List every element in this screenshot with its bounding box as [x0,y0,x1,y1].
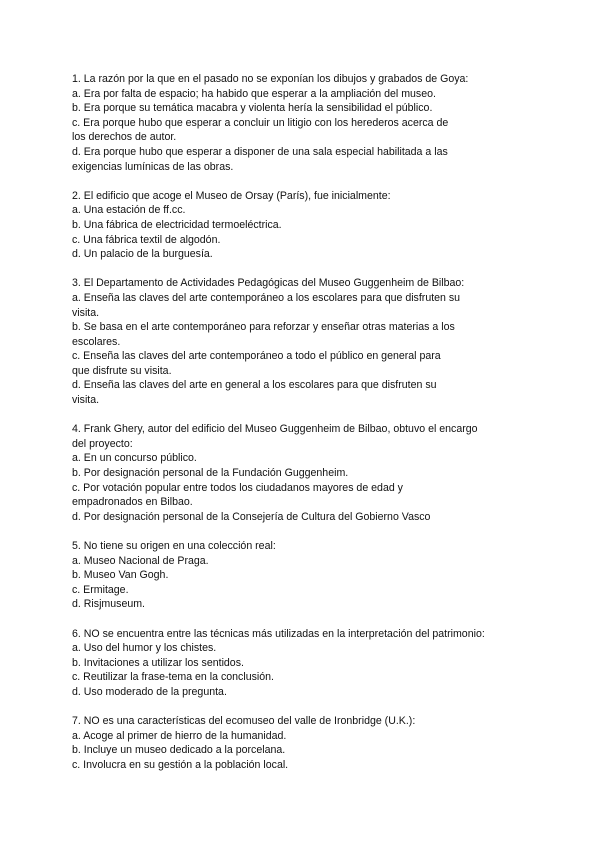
answer-option [72,568,532,583]
question-stem: 2. El edificio que acoge el Museo de Orsay (París), fue inicialmente: [72,189,391,202]
answer-option [72,466,532,481]
answer-option [72,685,532,700]
answer-option [72,451,532,466]
answer-option [72,481,532,510]
answer-option-text: d. Enseña las claves del arte en general a los escolares para que disfruten su [72,379,437,392]
answer-option-text: a. Uso del humor y los chistes. [72,642,217,655]
question-7 [72,714,532,772]
answer-option-text: b. Se basa en el arte contemporáneo para reforzar y enseñar otras materias a los [72,321,455,334]
answer-option [72,729,532,744]
answer-option [72,656,532,671]
question-stem: 5. No tiene su origen en una colección real: [72,540,276,552]
answer-option-text: que disfrute su visita. [72,364,172,377]
answer-option-text: d. Uso moderado de la pregunta. [72,685,227,698]
answer-option-text: c. Reutilizar la frase-tema en la conclusión. [72,671,274,684]
question-2 [72,189,532,262]
answer-option-text: empadronados en Bilbao. [72,496,193,509]
exam-page [72,72,532,787]
answer-option [72,291,532,320]
answer-option [72,320,532,349]
question-6 [72,627,532,700]
answer-option-text: d. Era porque hubo que esperar a disponer de una sala especial habilitada a las [72,145,448,158]
answer-option-text: b. Museo Van Gogh. [72,569,169,582]
answer-option [72,670,532,685]
answer-option-text: a. Era por falta de espacio; ha habido que esperar a la ampliación del museo. [72,87,436,100]
question-stem: 3. El Departamento de Actividades Pedagógicas del Museo Guggenheim de Bilbao: [72,277,465,290]
answer-option-text: b. Invitaciones a utilizar los sentidos. [72,656,244,669]
answer-option-text: c. Por votación popular entre todos los ciudadanos mayores de edad y [72,481,403,494]
answer-option [72,583,532,598]
answer-option [72,218,532,233]
answer-option-text: b. Incluye un museo dedicado a la porcelana. [72,744,286,757]
answer-option-text: c. Una fábrica textil de algodón. [72,233,221,246]
answer-option [72,116,532,145]
answer-option [72,597,532,612]
answer-option [72,641,532,656]
answer-option [72,510,532,525]
question-stem: 4. Frank Ghery, autor del edificio del Museo Guggenheim de Bilbao, obtuvo el encargo [72,423,478,436]
answer-option [72,247,532,262]
answer-option [72,233,532,248]
answer-option-text: d. Un palacio de la burguesía. [72,248,213,261]
question-4 [72,422,532,524]
answer-option-text: a. En un concurso público. [72,452,197,465]
question-3 [72,276,532,407]
question-stem: 7. NO es una características del ecomuseo del valle de Ironbridge (U.K.): [72,715,416,728]
answer-option-text: visita. [72,306,100,319]
question-5 [72,539,532,612]
answer-option-text: d. Risjmuseum. [72,598,145,611]
answer-option-text: b. Era porque su temática macabra y violenta hería la sensibilidad el público. [72,102,433,115]
answer-option-text: d. Por designación personal de la Consejería de Cultura del Gobierno Vasco [72,510,431,523]
answer-option-text: exigencias lumínicas de las obras. [72,160,234,173]
question-1 [72,72,532,174]
question-stem: 6. NO se encuentra entre las técnicas más utilizadas en la interpretación del patrimonio: [72,627,485,640]
answer-option [72,378,532,407]
answer-option-text: los derechos de autor. [72,131,177,144]
answer-option [72,87,532,102]
answer-option [72,203,532,218]
answer-option-text: b. Por designación personal de la Fundación Guggenheim. [72,467,349,480]
answer-option-text: a. Acoge al primer de hierro de la humanidad. [72,729,287,742]
answer-option [72,101,532,116]
answer-option [72,758,532,773]
answer-option-text: c. Ermitage. [72,583,129,596]
answer-option-text: c. Involucra en su gestión a la población local. [72,758,289,771]
answer-option-text: a. Una estación de ff.cc. [72,204,186,217]
answer-option-text: b. Una fábrica de electricidad termoeléctrica. [72,218,282,231]
answer-option-text: c. Era porque hubo que esperar a concluir un litigio con los herederos acerca de [72,116,449,129]
answer-option-text: visita. [72,394,100,407]
answer-option-text: a. Museo Nacional de Praga. [72,554,209,567]
question-stem: del proyecto: [72,437,133,450]
answer-option-text: escolares. [72,335,121,348]
answer-option [72,349,532,378]
answer-option-text: c. Enseña las claves del arte contemporáneo a todo el público en general para [72,350,441,363]
answer-option-text: a. Enseña las claves del arte contemporáneo a los escolares para que disfruten su [72,291,461,304]
answer-option [72,554,532,569]
question-stem: 1. La razón por la que en el pasado no se exponían los dibujos y grabados de Goya: [72,73,469,85]
answer-option [72,743,532,758]
answer-option [72,145,532,174]
